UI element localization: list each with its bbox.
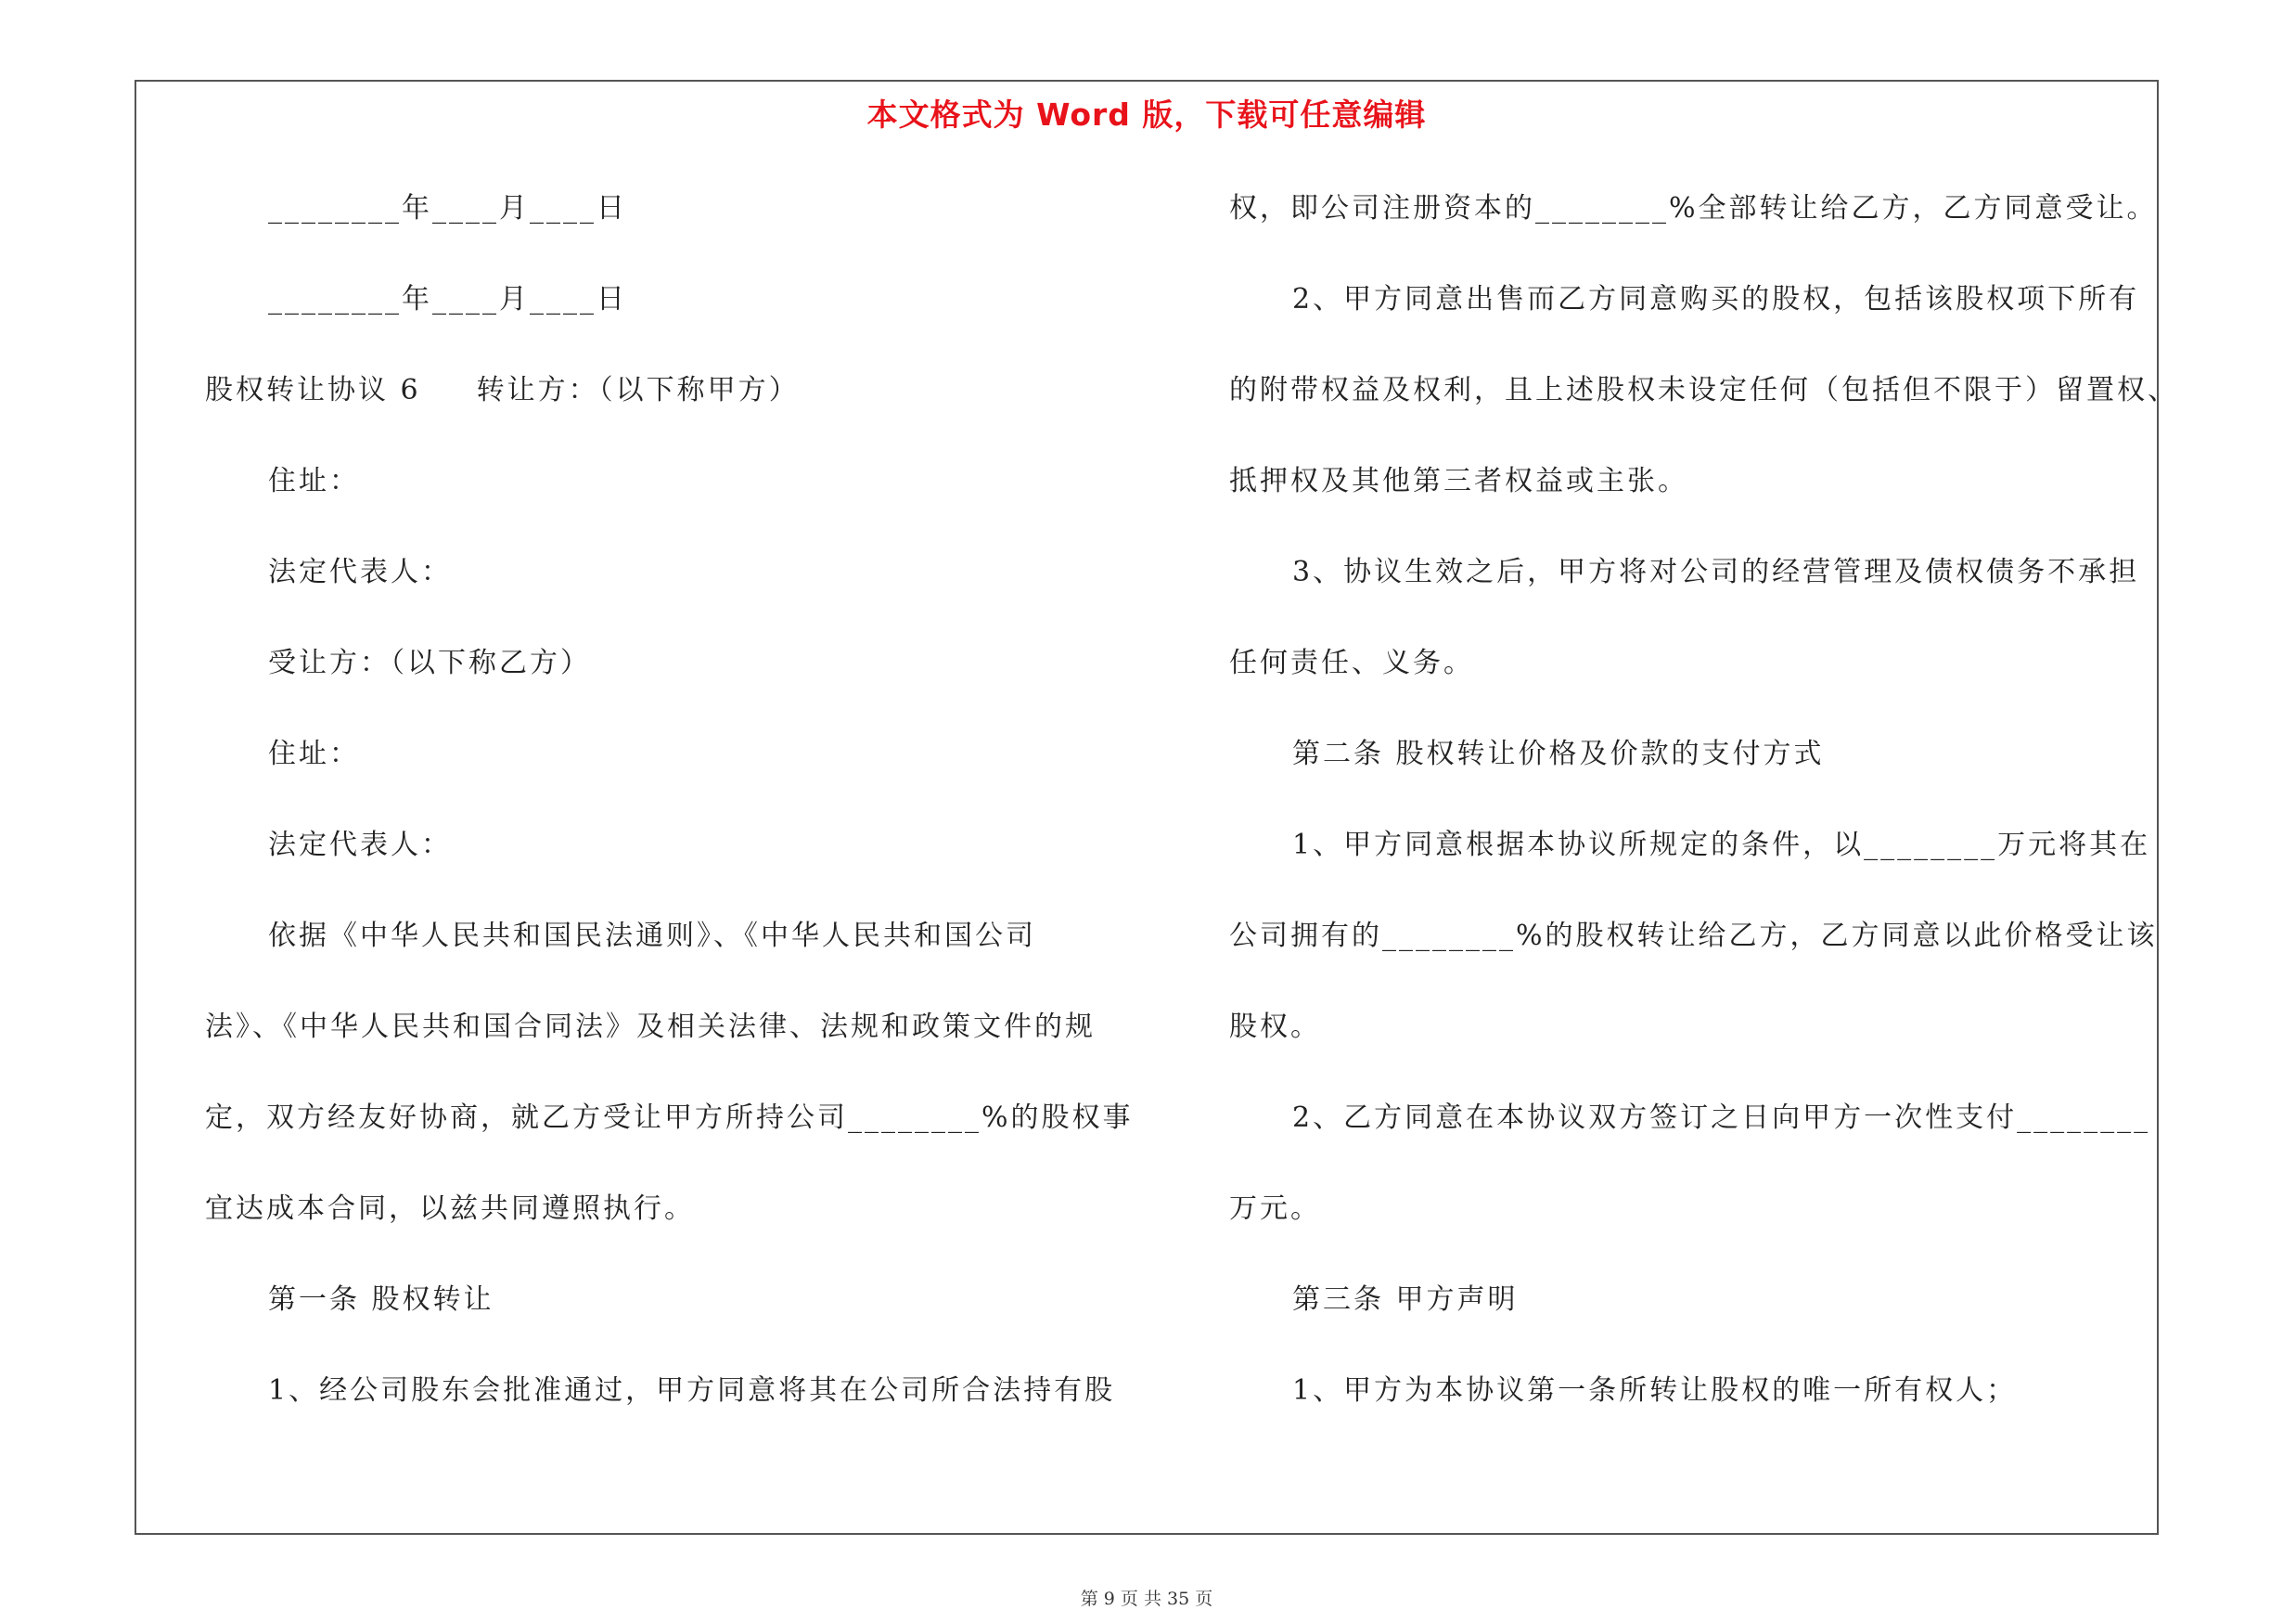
date-line: ________年____月____日 xyxy=(268,192,627,225)
paragraph-line: 法定代表人： xyxy=(268,829,452,861)
paragraph-line: 1、甲方同意根据本协议所规定的条件，以________万元将其在 xyxy=(1292,829,2151,861)
paragraph-line: 任何责任、义务。 xyxy=(1229,647,1474,679)
paragraph-line: 1、经公司股东会批准通过，甲方同意将其在公司所合法持有股 xyxy=(268,1374,1116,1407)
date-line: ________年____月____日 xyxy=(268,283,627,316)
paragraph-line: 住址： xyxy=(268,465,360,497)
left-column xyxy=(205,186,1133,1459)
page-footer: 第 9 页 共 35 页 xyxy=(1080,1589,1213,1609)
paragraph-line: 宜达成本合同，以兹共同遵照执行。 xyxy=(205,1192,695,1225)
paragraph-line: 依据《中华人民共和国民法通则》、《中华人民共和国公司 xyxy=(268,920,1036,952)
paragraph-line: 权，即公司注册资本的________%全部转让给乙方，乙方同意受让。 xyxy=(1229,192,2158,225)
article-heading: 第一条 股权转让 xyxy=(268,1283,494,1316)
paragraph-line: 2、乙方同意在本协议双方签订之日向甲方一次性支付________ xyxy=(1292,1101,2151,1134)
paragraph-line: 法》、《中华人民共和国合同法》及相关法律、法规和政策文件的规 xyxy=(205,1011,1096,1043)
agreement-title-line xyxy=(205,367,1133,458)
paragraph-line: 住址： xyxy=(268,738,360,770)
paragraph-line: 抵押权及其他第三者权益或主张。 xyxy=(1229,465,1688,497)
article-heading: 第二条 股权转让价格及价款的支付方式 xyxy=(1292,738,1825,770)
paragraph-line: 受让方：（以下称乙方） xyxy=(268,647,591,679)
paragraph-line: 股权。 xyxy=(1229,1011,1321,1043)
paragraph-line: 1、甲方为本协议第一条所转让股权的唯一所有权人； xyxy=(1292,1374,2018,1407)
paragraph-line: 定，双方经友好协商，就乙方受让甲方所持公司________%的股权事 xyxy=(205,1101,1134,1134)
paragraph-line: 的附带权益及权利，且上述股权未设定任何（包括但不限于）留置权、 xyxy=(1229,374,2178,406)
paragraph-line: 万元。 xyxy=(1229,1192,1321,1225)
transferor-label: 转让方：（以下称甲方） xyxy=(476,374,800,406)
article-heading: 第三条 甲方声明 xyxy=(1292,1283,1519,1316)
format-banner: 本文格式为 Word 版，下载可任意编辑 xyxy=(866,97,1427,133)
agreement-title: 股权转让协议 6 xyxy=(205,374,421,406)
paragraph-line: 法定代表人： xyxy=(268,556,452,588)
paragraph-line: 2、甲方同意出售而乙方同意购买的股权，包括该股权项下所有 xyxy=(1292,283,2140,316)
right-column xyxy=(1229,186,2178,1459)
paragraph-line: 公司拥有的________%的股权转让给乙方，乙方同意以此价格受让该 xyxy=(1229,920,2158,952)
paragraph-line: 3、协议生效之后，甲方将对公司的经营管理及债权债务不承担 xyxy=(1292,556,2140,588)
